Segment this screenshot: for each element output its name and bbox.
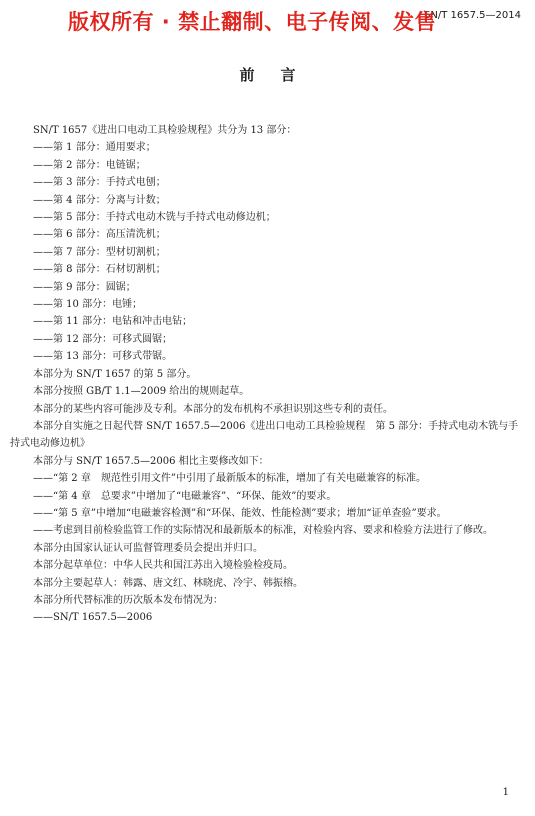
drafters-statement: 本部分主要起草人：韩露、唐文红、林晓虎、冷宇、韩振榕。: [33, 577, 303, 589]
part-list-item-3: ——第 3 部分：手持式电刨；: [33, 177, 166, 189]
part-list-item-7: ——第 7 部分：型材切割机；: [33, 246, 166, 258]
drafting-unit-statement: 本部分起草单位：中华人民共和国江苏出入境检验检疫局。: [33, 560, 293, 572]
intro-paragraph: SN/T 1657《进出口电动工具检验规程》共分为 13 部分：: [33, 125, 297, 136]
part-list-item-9: ——第 9 部分：圆锯；: [33, 281, 136, 293]
part-list-item-10: ——第 10 部分：电锤；: [33, 299, 143, 311]
patent-statement: 本部分的某些内容可能涉及专利。本部分的发布机构不承担识别这些专利的责任。: [33, 403, 393, 415]
history-item-1: ——SN/T 1657.5—2006: [33, 612, 153, 624]
standard-code-header: SN/T 1657.5—2014: [424, 10, 521, 21]
change-item-3: ——“第 5 章”中增加“电磁兼容检测”和“环保、能效、性能检测”要求；增加“证单查验”要求。: [33, 507, 447, 519]
part-list-item-6: ——第 6 部分：高压清洗机；: [33, 229, 166, 241]
foreword-heading: 前言: [239, 66, 322, 84]
proposer-statement: 本部分由国家认证认可监督管理委员会提出并归口。: [33, 542, 263, 554]
page-number: 1: [502, 787, 509, 798]
part-list-item-2: ——第 2 部分：电链锯；: [33, 159, 146, 171]
part-list-item-11: ——第 11 部分：电钻和冲击电钻；: [33, 316, 193, 328]
part-list-item-1: ——第 1 部分：通用要求；: [33, 142, 156, 154]
copyright-watermark: 版权所有 · 禁止翻制、电子传阅、发售: [68, 10, 437, 34]
history-intro: 本部分所代替标准的历次版本发布情况为：: [33, 594, 223, 606]
foreword-body: [10, 122, 525, 627]
change-item-1: ——“第 2 章 规范性引用文件”中引用了最新版本的标准，增加了有关电磁兼容的标准。: [33, 473, 426, 485]
part-list-item-13: ——第 13 部分：可移式带锯。: [33, 351, 173, 363]
part-statement: 本部分为 SN/T 1657 的第 5 部分。: [33, 368, 197, 380]
change-item-2: ——“第 4 章 总要求”中增加了“电磁兼容”、“环保、能效”的要求。: [33, 490, 337, 502]
part-list-item-5: ——第 5 部分：手持式电动木铣与手持式电动修边机；: [33, 212, 276, 224]
drafting-rules-statement: 本部分按照 GB/T 1.1—2009 给出的规则起草。: [33, 386, 250, 398]
replacement-statement: 本部分自实施之日起代替 SN/T 1657.5—2006《进出口电动工具检验规程 第 5 部分：手持式电动木铣与手持式电动修边机》: [10, 420, 519, 450]
changes-intro: 本部分与 SN/T 1657.5—2006 相比主要修改如下：: [33, 455, 269, 467]
part-list-item-12: ——第 12 部分：可移式圆锯；: [33, 333, 173, 345]
part-list-item-8: ——第 8 部分：石材切割机；: [33, 264, 166, 276]
change-item-4: ——考虑到目前检验监管工作的实际情况和最新版本的标准，对检验内容、要求和检验方法进行了修改。: [33, 525, 493, 537]
part-list-item-4: ——第 4 部分：分离与计数；: [33, 194, 166, 206]
